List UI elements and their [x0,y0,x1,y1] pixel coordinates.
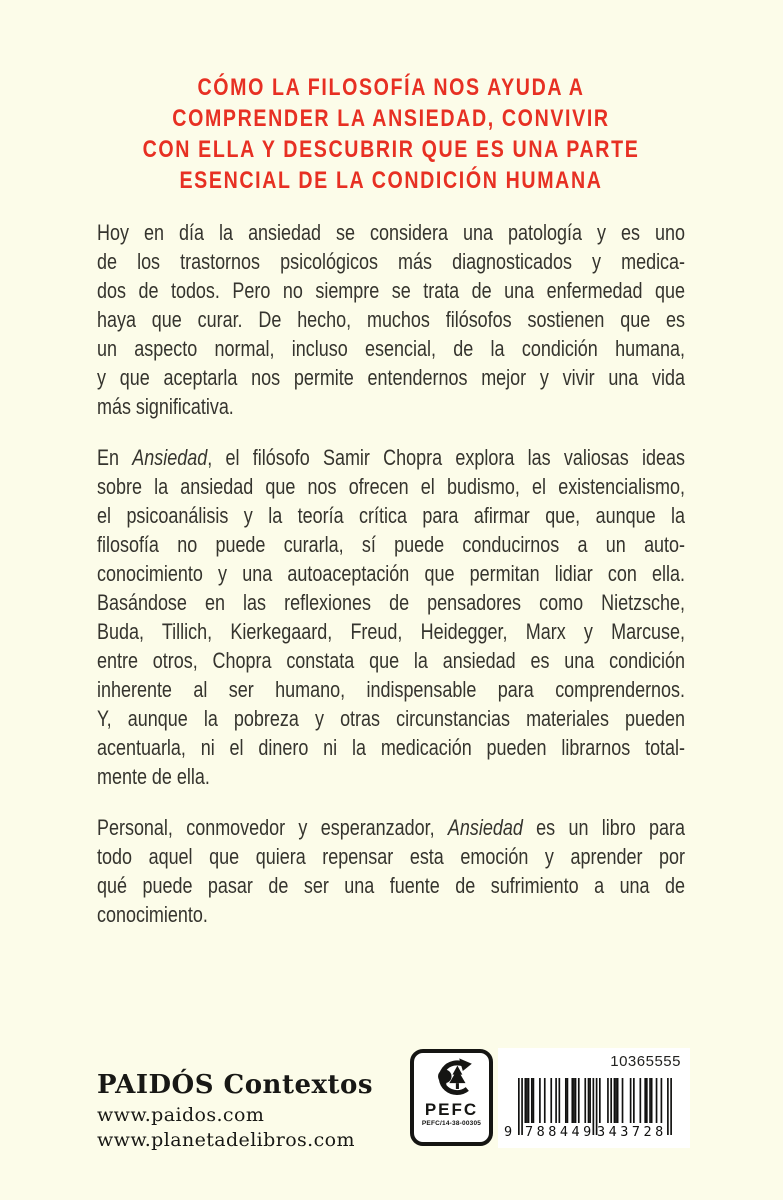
pefc-code: PEFC/14-38-00305 [421,1120,482,1127]
planeta-url: www.planetadelibros.com [97,1129,355,1151]
isbn-digits-right: 343728 [597,1124,667,1140]
blurb-block [97,72,685,929]
pefc-trees-icon [425,1058,479,1102]
isbn-digit-first: 9 [504,1124,513,1140]
imprint-name: PAIDÓS Contextos [97,1070,373,1100]
blurb-paragraphs: Hoy en día la ansiedad se considera una patología y es uno de los trastornos psicológicos más diagnosticados y medica- dos de todos. Pero no siempre se trata de una enfermedad que haya que curar. De hecho, muchos filósofos sostienen que es un aspecto normal, incluso esencial, de la condición humana, y que aceptarla nos permite entendernos mejor y vivir una vida más significativa. En Ansiedad, el filósofo Samir Chopra explora las valiosas ideas sobre la ansiedad que nos ofrecen el budismo, el existencialismo, el psicoanálisis y la teoría crítica para afirmar que, aunque la filosofía no puede curarla, sí puede conducirnos a un auto- conocimiento y una autoaceptación que permitan lidiar con ella. Basándose en las reflexiones de pensadores como Nietzsche, Buda, Tillich, Kierkegaard, Freud, Heidegger, Marx y Marcuse, entre otros, Chopra constata que la ansiedad es una condición inherente al ser humano, indispensable para comprendernos. Y, aunque la pobreza y otras circunstancias materiales pueden acentuarla, ni el dinero ni la medicación pueden librarnos total- mente de ella. Personal, conmovedor y esperanzador, Ansiedad es un libro para todo aquel que quiera repensar esta emoción y aprender por qué puede pasar de ser una fuente de sufrimiento a una de conocimiento. [97,220,686,927]
product-code: 10365555 [610,1053,681,1070]
barcode-panel [498,1048,690,1148]
isbn-digits-left: 788449 [525,1124,595,1140]
publisher-url: www.paidos.com [97,1104,265,1126]
publisher-block [97,1070,373,1153]
pefc-certification-badge [410,1049,493,1146]
headline: CÓMO LA FILOSOFÍA NOS AYUDA A COMPRENDER LA ANSIEDAD, CONVIVIR CON ELLA Y DESCUBRIR QUE ES UNA PARTE ESENCIAL DE LA CONDICIÓN HUMANA [142,74,640,194]
pefc-label: PEFC [424,1100,479,1119]
